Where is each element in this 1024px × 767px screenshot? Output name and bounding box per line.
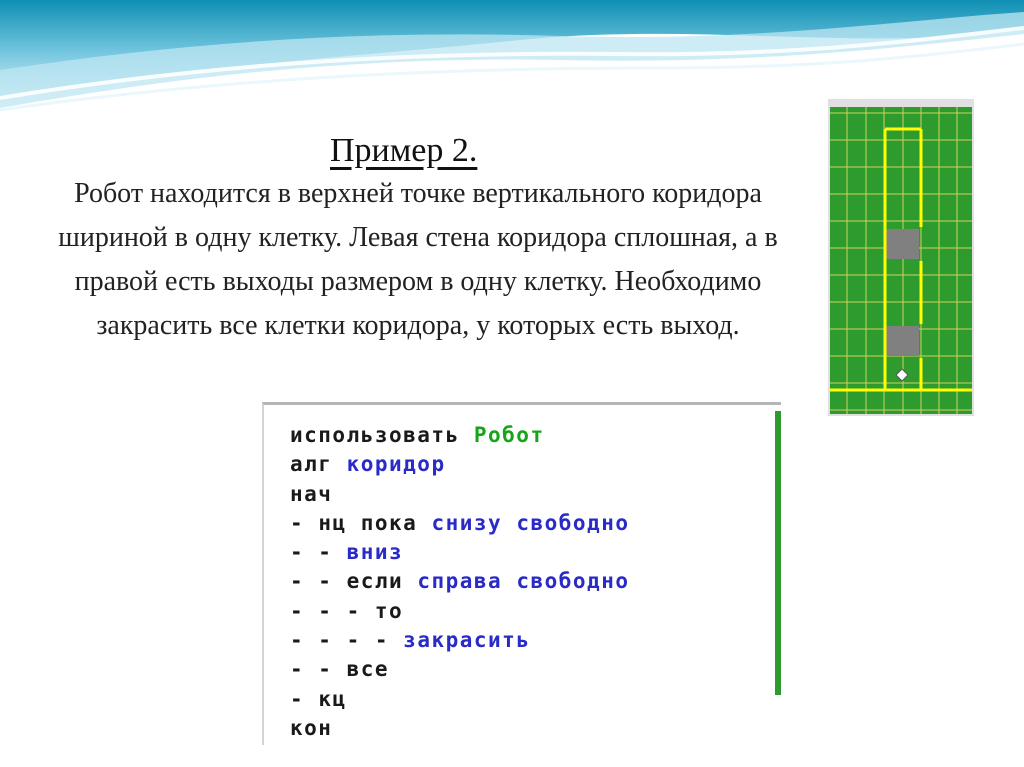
code-scrollbar[interactable] bbox=[775, 411, 781, 695]
code-keyword: использовать bbox=[290, 423, 460, 447]
code-indent: - - bbox=[290, 657, 333, 682]
code-indent: - - - - bbox=[290, 628, 390, 653]
code-keyword: алг bbox=[290, 452, 333, 477]
code-line bbox=[290, 450, 630, 479]
code-keyword: нач bbox=[290, 481, 333, 506]
code-identifier: снизу свободно bbox=[431, 510, 630, 535]
painted-cell bbox=[886, 229, 919, 259]
code-indent: - bbox=[290, 510, 305, 535]
code-line bbox=[290, 480, 630, 509]
code-keyword: нц пока bbox=[318, 510, 418, 535]
code-listing bbox=[290, 421, 630, 743]
code-identifier: закрасить bbox=[403, 628, 531, 653]
code-line bbox=[290, 685, 630, 714]
code-line bbox=[290, 567, 630, 596]
field-background bbox=[830, 107, 972, 414]
code-keyword: все bbox=[346, 657, 390, 682]
code-identifier: Робот bbox=[473, 423, 545, 447]
code-keyword: то bbox=[374, 598, 404, 623]
code-line bbox=[290, 421, 630, 450]
code-line bbox=[290, 509, 630, 538]
code-indent: - - bbox=[290, 540, 333, 565]
code-line bbox=[290, 626, 630, 655]
code-line bbox=[290, 538, 630, 567]
code-identifier: коридор bbox=[346, 452, 446, 477]
code-keyword: кон bbox=[290, 715, 333, 740]
code-line bbox=[290, 714, 630, 743]
code-keyword: если bbox=[346, 569, 404, 594]
robot-field bbox=[828, 99, 974, 416]
example-description: Робот находится в верхней точке вертикального коридора шириной в одну клетку. Левая стена коридора сплошная, а в правой есть выходы размером в одну клетку. Необходимо закрасить все клетки коридора, у которых есть выход. bbox=[58, 178, 778, 341]
code-line bbox=[290, 655, 630, 684]
code-keyword: кц bbox=[318, 686, 347, 711]
code-line bbox=[290, 597, 630, 626]
example-title: Пример 2. bbox=[330, 132, 478, 169]
code-identifier: вниз bbox=[346, 540, 404, 565]
code-panel bbox=[262, 402, 781, 745]
painted-cell bbox=[886, 326, 919, 356]
code-identifier: справа свободно bbox=[417, 569, 630, 594]
code-indent: - bbox=[290, 686, 305, 711]
code-indent: - - bbox=[290, 569, 333, 594]
code-indent: - - - bbox=[290, 598, 361, 623]
